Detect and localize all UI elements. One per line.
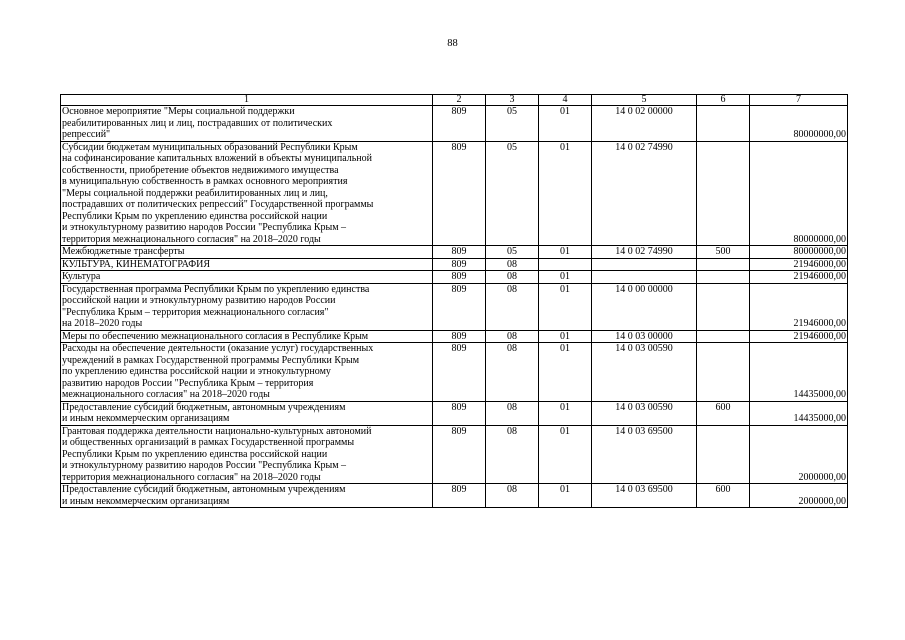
column-header: 2	[433, 95, 486, 106]
table-row	[61, 246, 848, 259]
table-row	[61, 330, 848, 343]
row-pr-cell: 01	[539, 246, 592, 259]
row-pr-cell: 01	[539, 343, 592, 402]
row-sum-cell: 21946000,00	[750, 330, 848, 343]
row-sum-cell: 80000000,00	[750, 141, 848, 246]
row-gr-cell: 809	[433, 401, 486, 425]
row-sum-cell: 80000000,00	[750, 246, 848, 259]
row-name-cell: Расходы на обеспечение деятельности (оказание услуг) государственных учреждений в рамках Государственной программы Республики Крым по укреплению единства российской нации и этнокультурному развитию народов России "Республика Крым – территория межнационального согласия" на 2018–2020 годы	[61, 343, 433, 402]
row-sum-cell: 21946000,00	[750, 258, 848, 271]
row-name-cell: КУЛЬТУРА, КИНЕМАТОГРАФИЯ	[61, 258, 433, 271]
row-csr-cell: 14 0 02 74990	[592, 246, 697, 259]
row-pr-cell: 01	[539, 271, 592, 284]
row-pr-cell	[539, 258, 592, 271]
row-rz-cell: 05	[486, 106, 539, 142]
row-name-cell: Культура	[61, 271, 433, 284]
row-vr-cell	[697, 283, 750, 330]
row-pr-cell: 01	[539, 141, 592, 246]
row-csr-cell: 14 0 03 69500	[592, 484, 697, 508]
row-name-cell: Грантовая поддержка деятельности национально-культурных автономий и общественных организаций в рамках Государственной программы Республики Крым по укреплению единства российской нации и этнокультурному развитию народов России "Республика Крым – территория межнационального согласия" на 2018–2020 годы	[61, 425, 433, 484]
table-body	[61, 106, 848, 508]
row-gr-cell: 809	[433, 271, 486, 284]
row-vr-cell	[697, 141, 750, 246]
page-number: 88	[447, 38, 458, 49]
row-vr-cell: 600	[697, 401, 750, 425]
row-vr-cell: 600	[697, 484, 750, 508]
row-name-cell: Межбюджетные трансферты	[61, 246, 433, 259]
row-csr-cell: 14 0 00 00000	[592, 283, 697, 330]
column-header: 1	[61, 95, 433, 106]
table-row	[61, 258, 848, 271]
column-header: 5	[592, 95, 697, 106]
row-name-cell: Предоставление субсидий бюджетным, автономным учреждениям и иным некоммерческим организациям	[61, 484, 433, 508]
row-vr-cell	[697, 271, 750, 284]
table-row	[61, 141, 848, 246]
table-row	[61, 484, 848, 508]
row-vr-cell	[697, 106, 750, 142]
column-header: 3	[486, 95, 539, 106]
row-name-cell: Субсидии бюджетам муниципальных образований Республики Крым на софинансирование капитальных вложений в объекты муниципальной собственности, приобретение объектов недвижимого имущества в муниципальную собственность в рамках основного мероприятия "Меры социальной поддержки реабилитированных лиц и лиц, пострадавших от политических репрессий" Государственной программы Республики Крым по укреплению единства российской нации и этнокультурному развитию народов России "Республика Крым – территория межнационального согласия" на 2018–2020 годы	[61, 141, 433, 246]
row-pr-cell: 01	[539, 283, 592, 330]
row-vr-cell: 500	[697, 246, 750, 259]
row-gr-cell: 809	[433, 141, 486, 246]
row-pr-cell: 01	[539, 330, 592, 343]
row-csr-cell: 14 0 02 74990	[592, 141, 697, 246]
table-row	[61, 425, 848, 484]
row-sum-cell: 80000000,00	[750, 106, 848, 142]
row-sum-cell: 21946000,00	[750, 271, 848, 284]
row-csr-cell: 14 0 03 69500	[592, 425, 697, 484]
row-gr-cell: 809	[433, 425, 486, 484]
row-pr-cell: 01	[539, 401, 592, 425]
row-vr-cell	[697, 343, 750, 402]
budget-table	[60, 94, 848, 508]
row-name-cell: Меры по обеспечению межнационального согласия в Республике Крым	[61, 330, 433, 343]
table-row	[61, 271, 848, 284]
row-csr-cell	[592, 258, 697, 271]
row-pr-cell: 01	[539, 106, 592, 142]
row-pr-cell: 01	[539, 484, 592, 508]
row-sum-cell: 2000000,00	[750, 425, 848, 484]
row-sum-cell: 14435000,00	[750, 343, 848, 402]
row-gr-cell: 809	[433, 258, 486, 271]
row-vr-cell	[697, 425, 750, 484]
row-rz-cell: 08	[486, 425, 539, 484]
row-rz-cell: 08	[486, 271, 539, 284]
row-gr-cell: 809	[433, 283, 486, 330]
row-csr-cell: 14 0 03 00590	[592, 401, 697, 425]
table-row	[61, 401, 848, 425]
table-row	[61, 106, 848, 142]
row-rz-cell: 08	[486, 283, 539, 330]
row-vr-cell	[697, 258, 750, 271]
row-csr-cell	[592, 271, 697, 284]
row-csr-cell: 14 0 02 00000	[592, 106, 697, 142]
row-csr-cell: 14 0 03 00590	[592, 343, 697, 402]
column-header: 7	[750, 95, 848, 106]
row-name-cell: Предоставление субсидий бюджетным, автономным учреждениям и иным некоммерческим организациям	[61, 401, 433, 425]
column-header: 4	[539, 95, 592, 106]
row-sum-cell: 21946000,00	[750, 283, 848, 330]
row-name-cell: Государственная программа Республики Крым по укреплению единства российской нации и этнокультурному развитию народов России "Республика Крым – территория межнационального согласия" на 2018–2020 годы	[61, 283, 433, 330]
row-rz-cell: 08	[486, 401, 539, 425]
row-pr-cell: 01	[539, 425, 592, 484]
row-rz-cell: 08	[486, 343, 539, 402]
row-rz-cell: 08	[486, 484, 539, 508]
row-sum-cell: 14435000,00	[750, 401, 848, 425]
row-rz-cell: 05	[486, 141, 539, 246]
row-gr-cell: 809	[433, 330, 486, 343]
row-vr-cell	[697, 330, 750, 343]
table-header-row	[61, 95, 848, 106]
table-row	[61, 343, 848, 402]
row-rz-cell: 05	[486, 246, 539, 259]
row-name-cell: Основное мероприятие "Меры социальной поддержки реабилитированных лиц и лиц, пострадавших от политических репрессий"	[61, 106, 433, 142]
table-row	[61, 283, 848, 330]
row-gr-cell: 809	[433, 484, 486, 508]
row-gr-cell: 809	[433, 343, 486, 402]
row-rz-cell: 08	[486, 258, 539, 271]
row-rz-cell: 08	[486, 330, 539, 343]
row-csr-cell: 14 0 03 00000	[592, 330, 697, 343]
row-gr-cell: 809	[433, 106, 486, 142]
row-gr-cell: 809	[433, 246, 486, 259]
row-sum-cell: 2000000,00	[750, 484, 848, 508]
column-header: 6	[697, 95, 750, 106]
